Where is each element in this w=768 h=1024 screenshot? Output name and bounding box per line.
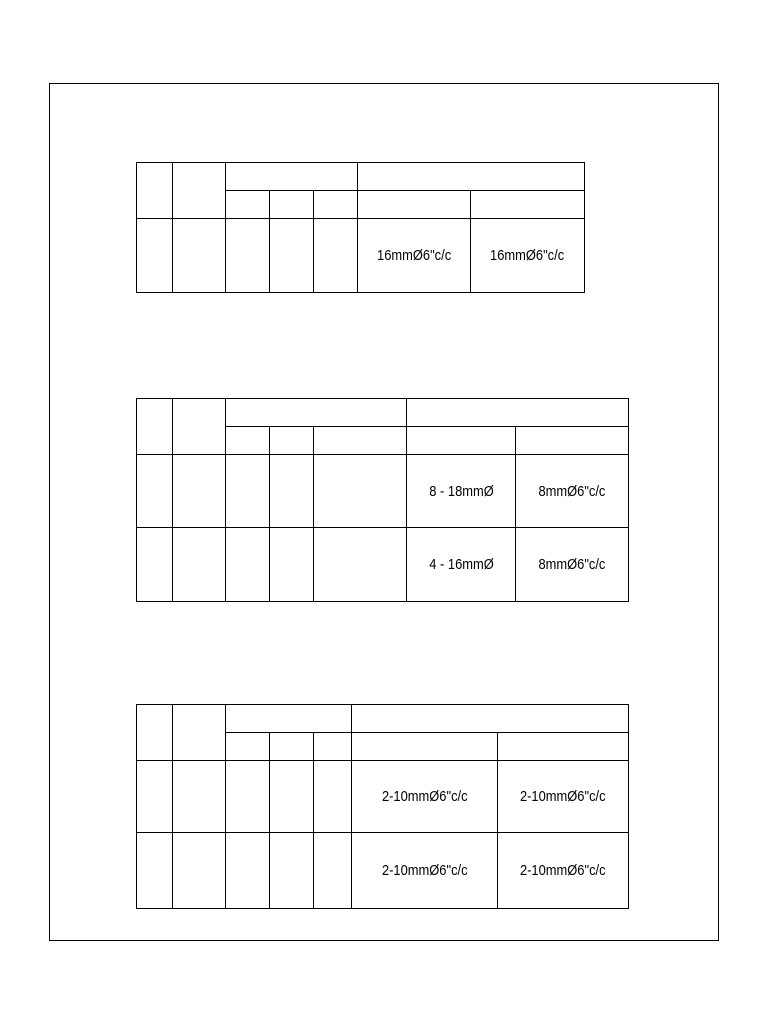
- table-cell: [270, 528, 314, 602]
- table-cell: [226, 219, 270, 293]
- cell-text: 8mmØ6"c/c: [538, 482, 606, 500]
- table-cell: [226, 455, 270, 528]
- table-cell: [352, 833, 498, 909]
- header-cell: [173, 163, 226, 219]
- table-cell: [137, 219, 173, 293]
- header-cell: [137, 399, 173, 455]
- schedule-table-1: [136, 162, 585, 293]
- table-cell: [471, 219, 585, 293]
- subheader-cell: [226, 191, 270, 219]
- table-row: [137, 528, 629, 602]
- schedule-table-3: [136, 704, 629, 909]
- cell-text: 2-10mmØ6"c/c: [520, 862, 606, 879]
- table-cell: [516, 528, 629, 602]
- table-cell: [270, 833, 314, 909]
- table-cell: [173, 219, 226, 293]
- cell-text: 2-10mmØ6"c/c: [520, 788, 606, 805]
- table-row: [137, 761, 629, 833]
- table-cell: [407, 528, 516, 602]
- table-cell: [173, 528, 226, 602]
- table-cell: [314, 455, 407, 528]
- header-cell: [137, 705, 173, 761]
- cell-text: 2-10mmØ6"c/c: [381, 862, 468, 879]
- subheader-cell: [314, 191, 358, 219]
- subheader-cell: [407, 427, 516, 455]
- table-cell: [226, 528, 270, 602]
- table-cell: [314, 219, 358, 293]
- table-cell: [407, 455, 516, 528]
- subheader-cell: [314, 733, 352, 761]
- table-cell: [358, 219, 471, 293]
- table-cell: [352, 761, 498, 833]
- table-cell: [226, 833, 270, 909]
- subheader-cell: [498, 733, 629, 761]
- header-cell: [137, 163, 173, 219]
- cell-text: 2-10mmØ6"c/c: [381, 788, 468, 805]
- table-cell: [226, 761, 270, 833]
- table-cell: [498, 833, 629, 909]
- cell-text: 8 - 18mmØ: [428, 482, 494, 500]
- header-cell: [358, 163, 585, 191]
- subheader-cell: [270, 191, 314, 219]
- table-cell: [270, 761, 314, 833]
- schedule-table-2: [136, 398, 629, 602]
- table-cell: [314, 761, 352, 833]
- table-row: [137, 219, 585, 293]
- table-cell: [173, 761, 226, 833]
- header-cell: [226, 163, 358, 191]
- table-cell: [270, 219, 314, 293]
- subheader-cell: [226, 427, 270, 455]
- table-cell: [137, 455, 173, 528]
- table-cell: [173, 833, 226, 909]
- table-cell: [173, 455, 226, 528]
- subheader-cell: [270, 427, 314, 455]
- header-cell: [352, 705, 629, 733]
- table-cell: [137, 833, 173, 909]
- subheader-cell: [516, 427, 629, 455]
- header-cell: [407, 399, 629, 427]
- subheader-cell: [358, 191, 471, 219]
- header-cell: [173, 399, 226, 455]
- cell-text: 16mmØ6"c/c: [490, 247, 565, 264]
- subheader-cell: [314, 427, 407, 455]
- table-cell: [516, 455, 629, 528]
- header-cell: [226, 705, 352, 733]
- table-row: [137, 455, 629, 528]
- table-cell: [314, 833, 352, 909]
- table-cell: [137, 761, 173, 833]
- subheader-cell: [352, 733, 498, 761]
- table-cell: [137, 528, 173, 602]
- subheader-cell: [471, 191, 585, 219]
- header-cell: [226, 399, 407, 427]
- subheader-cell: [270, 733, 314, 761]
- table-cell: [270, 455, 314, 528]
- table-cell: [498, 761, 629, 833]
- header-cell: [173, 705, 226, 761]
- table-cell: [314, 528, 407, 602]
- subheader-cell: [226, 733, 270, 761]
- table-row: [137, 833, 629, 909]
- cell-text: 8mmØ6"c/c: [538, 556, 606, 573]
- cell-text: 16mmØ6"c/c: [376, 247, 452, 264]
- cell-text: 4 - 16mmØ: [428, 556, 494, 573]
